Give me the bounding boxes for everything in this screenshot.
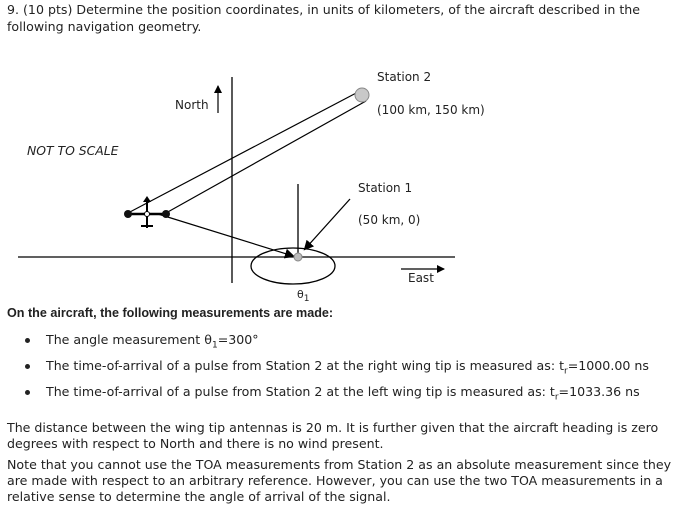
station2-label: Station 2 [377, 70, 432, 84]
list-item: The angle measurement $\theta_1=300^\circ$ [22, 330, 649, 356]
paragraph-wingtip-distance: The distance between the wing tip antennas is 20 m. It is further given that the aircraft heading is zero degrees with respect to North and there is no wind present. [7, 420, 659, 451]
east-label: East [408, 271, 434, 285]
list-item: The time-of-arrival of a pulse from Station 2 at the left wing tip is measured as: $t_r=1033.36$ ns [22, 382, 649, 408]
question-text: 9. (10 pts) Determine the position coordinates, in units of kilometers, of the aircraft described in the following navigation geometry. [7, 2, 640, 34]
aircraft-icon [124, 196, 170, 228]
navigation-geometry-figure [0, 40, 683, 305]
not-to-scale-label: NOT TO SCALE [27, 143, 119, 158]
north-label: North [175, 98, 209, 112]
station2-marker [355, 88, 369, 102]
station1-marker [294, 253, 302, 261]
paragraph-toa-note: Note that you cannot use the TOA measurements from Station 2 as an absolute measurement since they are made with respect to an arbitrary reference. However, you can use the two TOA measurements in a relative sense to determine the angle of arrival of the signal. [7, 457, 672, 504]
station1-coords: (50 km, 0) [358, 213, 421, 227]
measurements-title: On the aircraft, the following measurements are made: [7, 306, 334, 320]
list-item: The time-of-arrival of a pulse from Station 2 at the right wing tip is measured as: $t_r=1000.00$ ns [22, 356, 649, 382]
station1-label: Station 1 [358, 181, 413, 195]
measurements-list [22, 330, 649, 408]
theta1-label: $\theta_1$ [297, 288, 310, 305]
angle-theta-arc [251, 248, 335, 284]
station2-coords: (100 km, 150 km) [377, 103, 485, 117]
